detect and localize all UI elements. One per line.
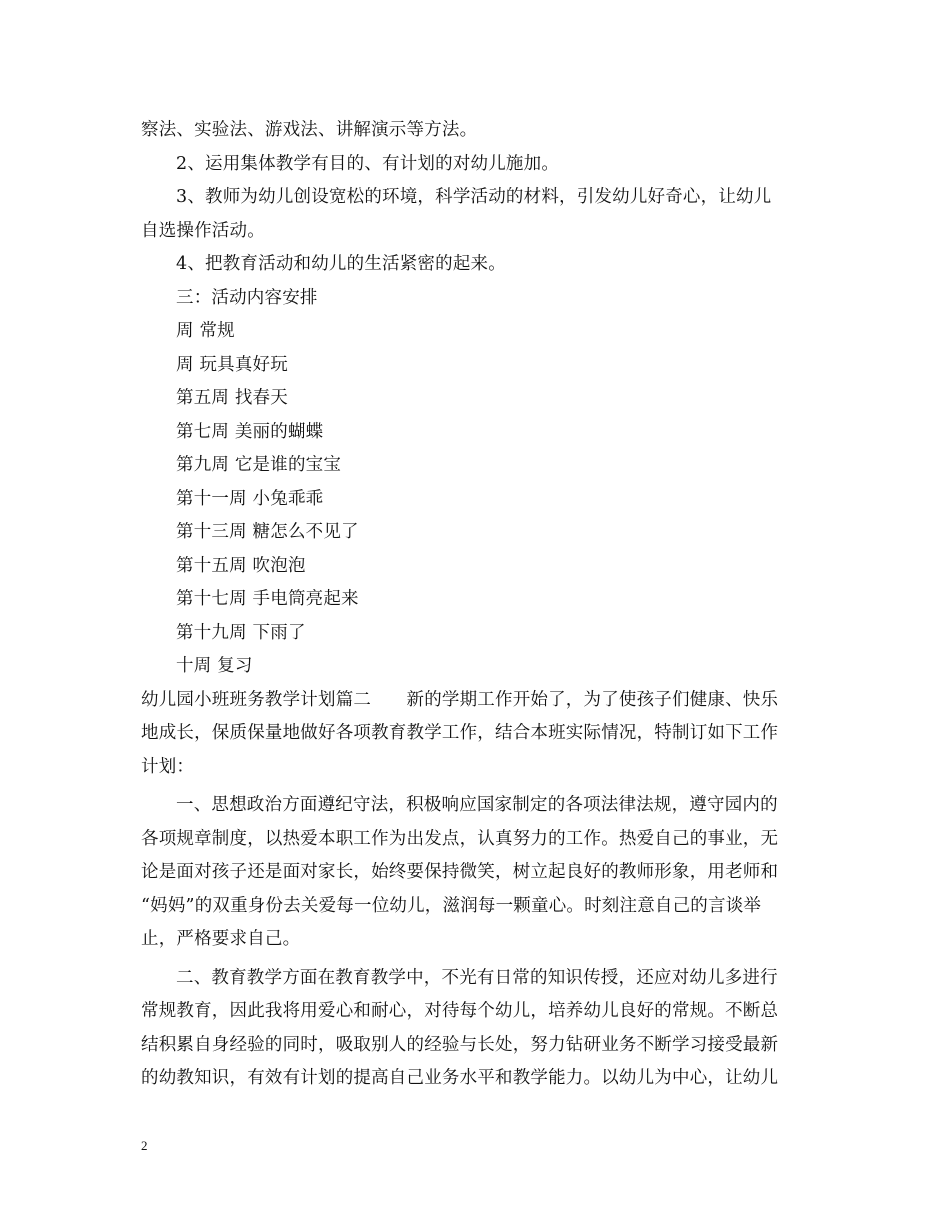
text-line: 察法、实验法、游戏法、讲解演示等方法。 <box>141 120 478 140</box>
text-line: “妈妈”的双重身份去关爱每一位幼儿，滋润每一颗童心。时刻注意自己的言谈举 <box>141 895 762 916</box>
text-line: 止，严格要求自己。 <box>141 929 301 949</box>
document-body <box>141 114 809 1096</box>
text-line: 第七周 美丽的蝴蝶 <box>176 421 324 442</box>
text-line: 各项规章制度，以热爱本职工作为出发点，认真努力的工作。热爱自己的事业，无 <box>141 828 779 849</box>
text-line: 二、教育教学方面在教育教学中，不光有日常的知识传授，还应对幼儿多进行 <box>176 967 778 988</box>
text-line: 第五周 找春天 <box>176 388 288 408</box>
text-line: 第十九周 下雨了 <box>176 622 306 643</box>
text-line: 第九周 它是谁的宝宝 <box>176 455 342 475</box>
text-line: 第十三周 糖怎么不见了 <box>176 522 359 542</box>
text-line: 2、运用集体教学有目的、有计划的对幼儿施加。 <box>176 153 560 174</box>
text-line: 3、教师为幼儿创设宽松的环境，科学活动的材料，引发幼儿好奇心，让幼儿 <box>176 187 772 207</box>
text-line: 周 常规 <box>176 321 235 341</box>
text-line: 十周 复习 <box>176 656 253 676</box>
text-line: 地成长，保质保量地做好各项教育教学工作，结合本班实际情况，特制订如下工作 <box>141 723 779 743</box>
text-line: 周 玩具真好玩 <box>176 354 288 375</box>
page-number: 2 <box>141 1138 148 1153</box>
text-line: 第十七周 手电筒亮起来 <box>176 589 359 609</box>
text-line: 三：活动内容安排 <box>176 287 318 308</box>
text-line: 幼儿园小班班务教学计划篇二 新的学期工作开始了，为了使孩子们健康、快乐 <box>141 689 779 710</box>
text-line: 自选操作活动。 <box>141 220 265 241</box>
text-line: 常规教育，因此我将用爱心和耐心，对待每个幼儿，培养幼儿良好的常规。不断总 <box>141 1001 779 1021</box>
text-line: 结积累自身经验的同时，吸取别人的经验与长处，努力钻研业务不断学习接受最新 <box>141 1034 779 1055</box>
text-line: 一、思想政治方面遵纪守法，积极响应国家制定的各项法律法规，遵守园内的 <box>176 795 778 815</box>
text-line: 第十五周 吹泡泡 <box>176 555 306 576</box>
text-line: 第十一周 小兔乖乖 <box>176 488 324 509</box>
text-line: 4、把教育活动和幼儿的生活紧密的起来。 <box>176 254 506 274</box>
text-line: 论是面对孩子还是面对家长，始终要保持微笑，树立起良好的教师形象，用老师和 <box>141 862 779 882</box>
text-line: 计划： <box>141 756 195 777</box>
text-line: 的幼教知识，有效有计划的提高自己业务水平和教学能力。以幼儿为中心，让幼儿 <box>141 1068 779 1088</box>
